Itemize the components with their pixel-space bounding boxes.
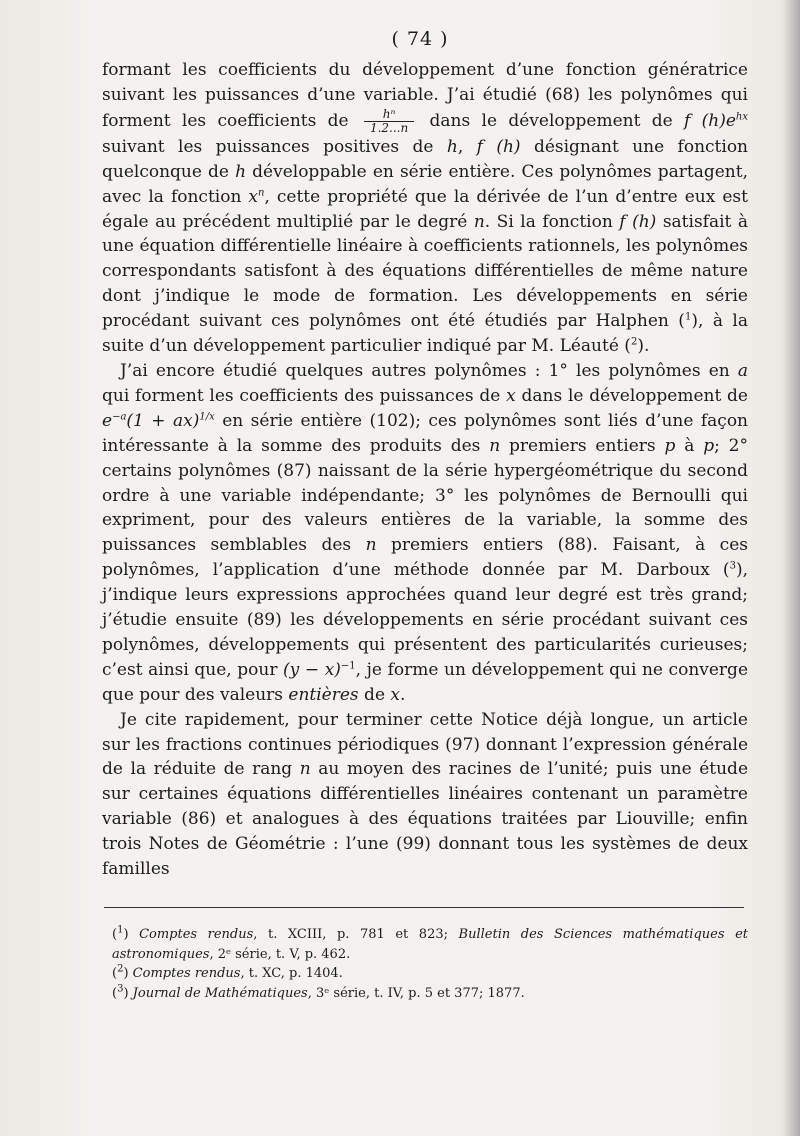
footnote-divider <box>104 907 744 908</box>
fraction-h-n: $\frac{\text{hⁿ}}{1.2...n}$ <box>364 108 414 135</box>
page-number: ( 74 ) <box>391 28 449 50</box>
paragraph-1: formant les coefficients du développement d’une fonction génératrice suivant les puissances d’une variable. J’ai étudié (68) les polynômes qui forment les coefficients de $\frac{\text{hⁿ}}{1.2...n}$ dans le développement de f $(h)e^{hx}$ suivant les puissances positives de h, f (h) désignant une fonction quelconque de h développable en série entière. Ces polynômes partagent, avec la fonction $x^n$, cette propriété que la dérivée de l’un d’entre eux est égale au précédent multiplié par le degré n. Si la fonction f (h) satisfait à une équation différentielle linéaire à coefficients rationnels, les polynômes correspondants satisfont à des équations différentielles de même nature dont j’indique le mode de formation. Les développements en série procédant suivant ces polynômes ont été étudiés par Halphen ($^1$), à la suite d’un développement particulier indiqué par M. Léauté ($^2$). <box>102 60 749 357</box>
body-text <box>102 58 748 882</box>
paragraph-2: J’ai encore étudié quelques autres polynômes : 1° les polynômes en a qui forment les coefficients des puissances de x dans le développement de $e^{-a}(1 + ax)^{1/x}$ en série entière (102); ces polynômes sont liés d’une façon intéressante à la somme des produits des n premiers entiers p à p; 2° certains polynômes (87) naissant de la série hypergéométrique du second ordre à une variable indépendante; 3° les polynômes de Bernoulli qui expriment, pour des valeurs entières de la variable, la somme des puissances semblables des n premiers entiers (88). Faisant, à ces polynômes, l’application d’une méthode donnée par M. Darboux ($^3$), j’indique leurs expressions approchées quand leur degré est très grand; j’étudie ensuite (89) les développements en série procédant suivant ces polynômes, développements qui présentent des particularités curieuses; c’est ainsi que, pour $(y - x)^{-1}$, je forme un développement qui ne converge que pour des valeurs entières de x. <box>102 360 749 705</box>
paragraph-3: Je cite rapidement, pour terminer cette Notice déjà longue, un article sur les fractions continues périodiques (97) donnant l’expression générale de la réduite de rang n au moyen des racines de l’unité; puis une étude sur certaines équations différentielles linéaires contenant un paramètre variable (86) et analogues à des équations traitées par Liouville; enfin trois Notes de Géométrie : l’une (99) donnant tous les systèmes de deux familles <box>102 709 749 880</box>
footnote-2: ($^2$) Comptes rendus, t. XC, p. 1404. <box>112 963 343 981</box>
footnotes <box>112 925 748 1003</box>
footnote-1: ($^1$) Comptes rendus, t. XCIII, p. 781 et 823; Bulletin des Sciences mathématiques et astronomiques, 2ᵉ série, t. V, p. 462. <box>112 924 748 962</box>
exponential-expression: $e^{-a}(1 + ax)^{1/x}$ <box>102 410 215 431</box>
page-edge-shadow <box>782 0 800 1136</box>
footnote-3: ($^3$) Journal de Mathématiques, 3ᵉ série, t. IV, p. 5 et 377; 1877. <box>112 983 525 1001</box>
